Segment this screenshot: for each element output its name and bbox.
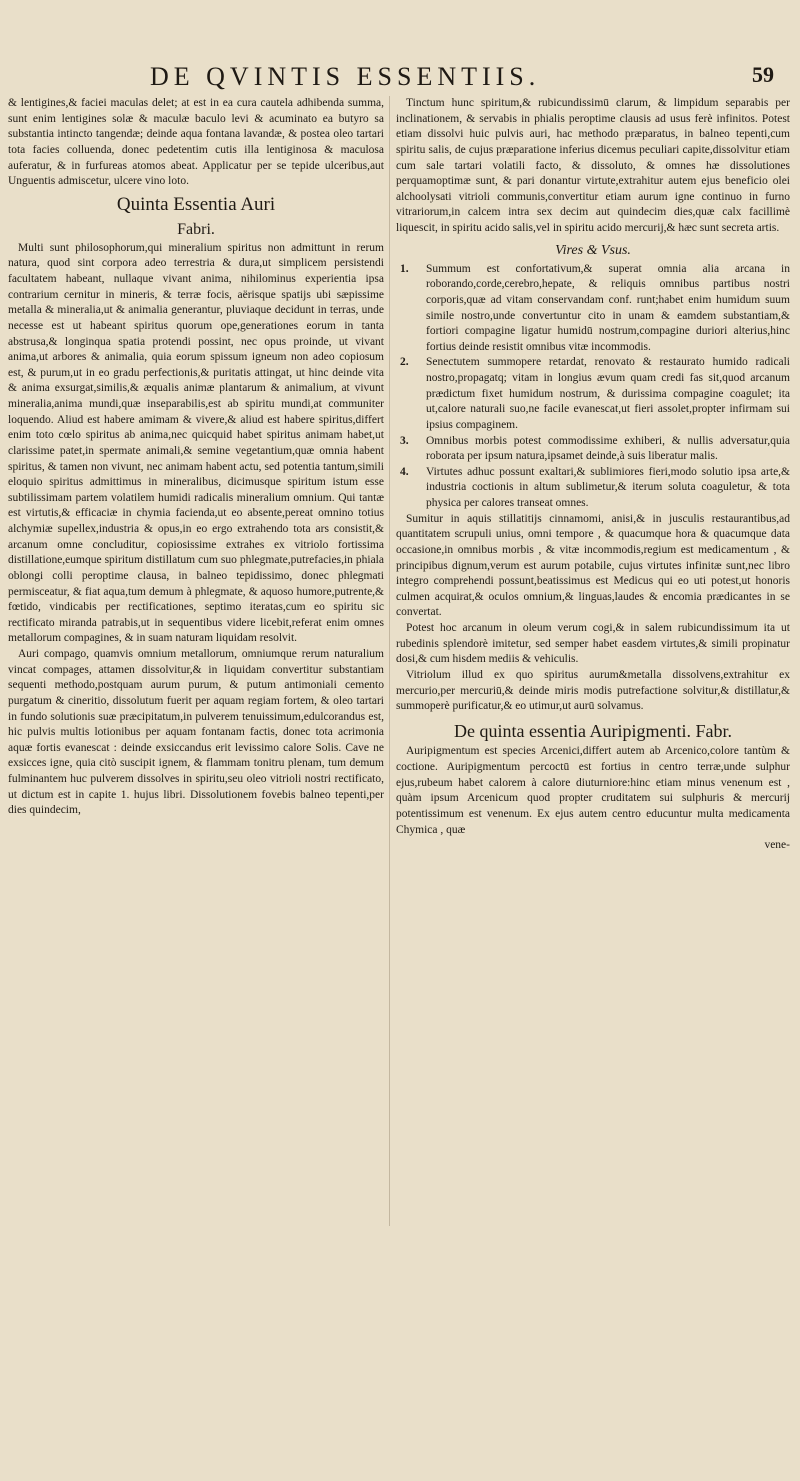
- body-paragraph: Auri compago, quamvis omnium metallorum, omniumque rerum naturalium vincat compages, attamen dissolvitur,& in liquidam convertitur substantiam sequenti methodo,postquam aurum purum, & putum antimoniali cemento purgatum & cineritio, dissolutum fuerit per aquam regiam fortem, & oleo tartari in fundo solutionis suæ præcipitatum,in pulverem tenuissimum,edulcorandus est, hic pulvis multis lotionibus per aquam fontanam factis, donec tota acrimonia aquæ fortis evanescat : deinde exsiccandus erit levissimo calore Solis. Cave ne exsicces igne, quia citò suscipit ignem, & flammam tonitru plenam, tum demum fulminantem huc pulverem dissolves in spiritu,seu oleo vitrioli nostri rectificato, ut dictum est in capite 1. hujus libri. Dissolutionem fovebis balneo tepenti,per dies quindecim,: [8, 648, 384, 817]
- list-text: Omnibus morbis potest commodissime exhiberi, & nullis adversatur,quia roborata per ipsum natura,ipsamet deinde,à suis liberatur malis.: [426, 434, 790, 463]
- list-text: Senectutem summopere retardat, renovato & restaurato humido radicali nostro,propagatq; vitam in longius ævum quam credi fas sit,quod arcanum prædictum fixet humidum nostrum, & durissima compagine coagulet; ita ut,calore naturali suo,ne facile evanescat,ut fieri assolet,propter infirmam sui ipsius compaginem.: [426, 356, 790, 431]
- list-number: 3.: [400, 434, 409, 447]
- list-item: [396, 355, 790, 433]
- section-heading-auri: Quinta Essentia Auri: [116, 193, 276, 215]
- page-number: 59: [752, 62, 774, 87]
- running-title: DE QVINTIS ESSENTIIS.: [150, 62, 541, 91]
- list-text: Virtutes adhuc possunt exaltari,& sublimiores fieri,modo solutio ipsa arte,& industria coctionis in altum sublimetur,& iterum soluta coaguletur, & tota physica per calores transeat omnes.: [426, 465, 790, 510]
- list-number: 1.: [400, 262, 409, 275]
- catchword: vene-: [764, 839, 790, 852]
- right-column: [396, 96, 790, 854]
- left-column: [8, 96, 384, 819]
- list-item: [396, 465, 790, 512]
- body-paragraph: Auripigmentum est species Arcenici,differt autem ab Arcenico,colore tantùm & coctione. Auripigmentum percoctū est fortius in centro terræ,unde sulphur ejus,rubeum habet calorem à calore diuturniore:hinc etiam minus venenum est , quàm ipsum Arcenicum quod propter cruditatem sui sulphuris & mercurij potentissimum est venenum. Ex ejus autem centro educuntur multa medicamenta Chymica , quæ: [396, 745, 790, 836]
- intro-paragraph: & lentigines,& faciei maculas delet; at est in ea cura cautela adhibenda summa, sunt enim lentigines solæ & maculæ baculo levi & acuminato ea butyro sa substantia intincto tangendæ; deinde aqua fontana lavandæ, & postea oleo tartari tota facies colluenda, donec pedetentim cutis illa lentiginosa & maculosa auferatur, & in furfureas atomos abeat. Applicatur per se tepide ulceribus,aut Unguentis admiscetur, ulcere vino loto.: [8, 97, 384, 188]
- list-text: Summum est confortativum,& superat omnia alia arcana in roborando,corde,cerebro,hepate, & reliquis omnibus partibus nostri corporis,quæ ad vitam conservandam conf. runt;habet enim humidum suum simile nostro,unde convertuntur cito in unam & eamdem substantiam,& fortiori compagine ligatur humidū nostrum,compagine duriori alterius,hinc fortius deinde resistit omnibus vitæ incommodis.: [426, 262, 790, 353]
- body-paragraph: Potest hoc arcanum in oleum verum cogi,& in salem rubicundissimum ita ut rubedinis splendorè imitetur, sed semper habet easdem virtutes,& simili propinatur dosi,& cum hisdem mediis & vehiculis.: [396, 622, 790, 666]
- list-number: 4.: [400, 465, 409, 478]
- list-item: [396, 262, 790, 356]
- vires-list: [396, 262, 790, 512]
- list-number: 2.: [400, 356, 409, 369]
- body-paragraph: Vitriolum illud ex quo spiritus aurum&metalla dissolvens,extrahitur ex mercurio,per mercuriū,& deinde miris modis putrefactione solvitur,& distillatur,& summoperè purificatur,& eo utimur,ut aurū solvamus.: [396, 668, 790, 713]
- section-heading-auripigmenti: De quinta essentia Auripigmenti. Fabr.: [454, 720, 732, 741]
- body-paragraph: Tinctum hunc spiritum,& rubicundissimū clarum, & limpidum separabis per inclinationem, & servabis in phialis peroptime clausis ad usus ferè infinitos. Potest etiam dissolvi huic pulvis auri, hac methodo præparatus, in balneo tepenti,cum spiritu salis, de cujus præparatione inferius dicemus peculiari capite,dissolvitur etiam cum sale tartari volatili facto, & dissoluto, & omnes hæ dissolutiones perquamoptimæ sunt, & pari donantur virtute,extrahitur autem ejus beneficio olei alchoolysati vitrioli communis,convertitur etiam aurum igne continuo in furno vitrariorum,in calcem intra sex decim aut quindecim dies,quæ calx facillimè liquescit, in spiritu acido salis,vel in spiritu acido mercurij,& hæc sunt secreta artis.: [396, 97, 790, 234]
- list-item: [396, 434, 790, 465]
- body-paragraph: Sumitur in aquis stillatitijs cinnamomi, anisi,& in jusculis restaurantibus,ad quantitatem scrupuli unius, omni tempore , & quacumque hora & quacumque data occasione,in omnibus morbis , & vitæ incommodis,regium est medicamentum , & principibus dignum,verum est aurum potabile, cujus virtutes infinitæ sunt,nec libro integro comprehendi possunt,beatissimus est Medicus qui eo uti potest,ut honoris culmen acquirat,& oculos omnium,& linguas,laudes & encomia prædicantes in se convertat.: [396, 512, 790, 619]
- section-heading-auri-sub: Fabri.: [177, 220, 215, 238]
- vires-heading: Vires & Vsus.: [555, 242, 631, 258]
- body-paragraph: Multi sunt philosophorum,qui mineralium spiritus non admittunt in rerum natura, quod sint corpora adeo terrestria & dura,ut simplicem persistendi facultatem habeant, nullaque vivant anima, nihilominus experientia ipsa contrarium cernitur in mineris, & terræ focis, aërisque spatijs ubi sæpissime metalla & mineralia,ut & animalia generantur, pluviaque decidunt in terras, unde necesse est ut habeant spiritus quorum ope,generationes eorum in tanta abstrusa,& longinqua spatia protendi possint, nec opus proinde, ut vivant anima,ut arbores & animalia, quia eorum spissum igneum non adeo copiosum est, & purum,ut in eo gradu perfectionis,& puritatis attingat, ut hinc deinde vita & anima exsurgat,similis,& æqualis animæ plantarum & animalium, at vivunt mineralia,anima mundi,quæ inseparabilis,est ab spiritu mundi,at communiter loquendo. Aliud est habere amimam & vivere,& aliud est habere spiritus,differt enim toto cœlo spiritus ab anima,nec quicquid habet spiritus animam habet,ut clarissime patet,in spermate animali,& semine vegetantium,quæ omnia habent spiritus, & tamen non vivunt, nec animam habent actu, sed potentia tantum,simili eloquio spiritus admittimus in mineralibus, dicimusque spiritum istum esse subtilissimam partem volatilem humidi radicalis mineralium omnium. Qui tantæ est virtutis,& efficaciæ in chymia facienda,ut eo absente,pereat omnino totius alchymiæ supellex,industria & opus,in eo ergo extrahendo tota ars consistit,& arcanum omne concluditur, copiosissime extrahes ex vitriolo fortissima distillatione,eumque spiritum distillatum cum suo phlegmate,putrefacies,in phiala oblongi colli peroptime clausa, in balneo tepidissimo, donec phlegmati permisceatur, & fiat aqua,tum demum à phlegmate, & aquoso humore,putrente,& fœtido, vindicabis per rectificationes, septimo iteratas,cum eo spiritu sic rectificato miranda patrabis,ut in sequentibus videre licebit,referat enim omnes metallorum compagines, & in suam naturam liquidam resolvit.: [8, 241, 384, 645]
- column-divider: [389, 96, 390, 1226]
